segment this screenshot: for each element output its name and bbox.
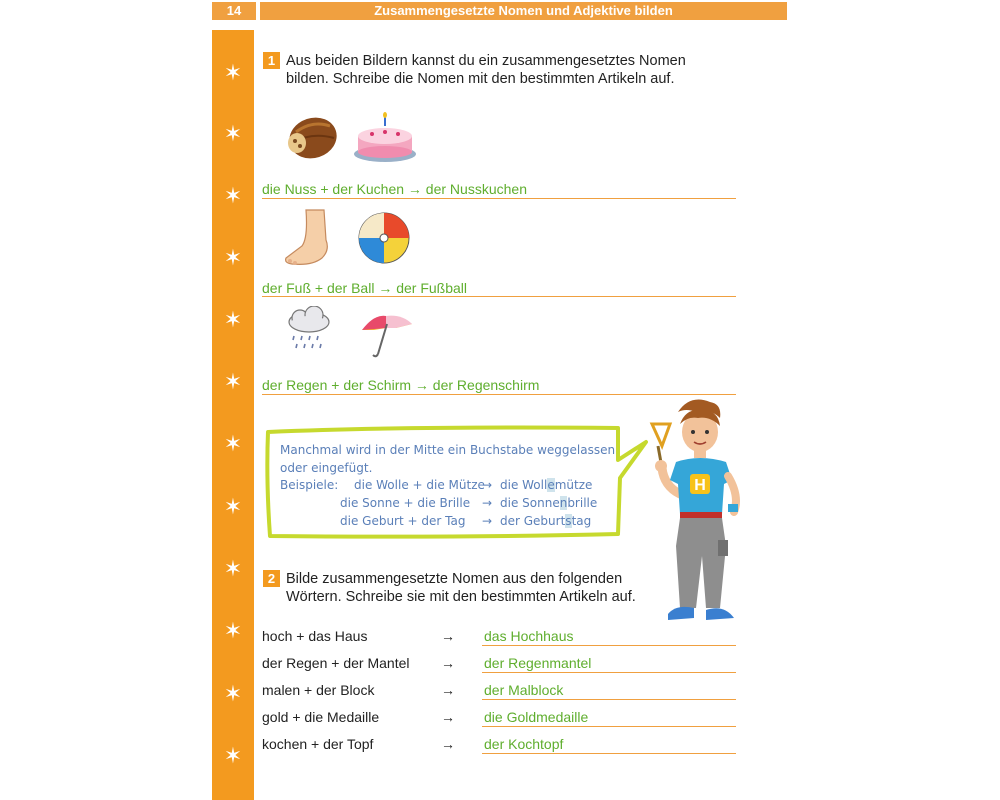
example1-right: die Wollemütze — [500, 478, 593, 492]
star-icon: ✶ — [223, 308, 243, 333]
task1-answer-1: die Nuss + der Kuchen → der Nusskuchen — [262, 181, 527, 197]
highlight-letter: n — [559, 496, 568, 510]
exercise-row-left: hoch + das Haus — [262, 628, 368, 644]
task-number-1: 1 — [263, 52, 280, 69]
arrow-icon: → — [441, 709, 455, 725]
page-number: 14 — [212, 2, 256, 20]
exercise-row-left: malen + der Block — [262, 682, 375, 698]
exercise-row-answer: die Goldmedaille — [484, 709, 589, 725]
star-icon: ✶ — [223, 370, 243, 395]
exercise-row-answer: der Regenmantel — [484, 655, 592, 671]
page-title: Zusammengesetzte Nomen und Adjektive bilden — [260, 2, 787, 20]
answer-line — [482, 672, 736, 673]
answer-line — [482, 753, 736, 754]
example3-right: der Geburtstag — [500, 514, 592, 528]
foot-icon — [282, 208, 338, 268]
exercise-row-answer: das Hochhaus — [484, 628, 574, 644]
cake-icon — [352, 112, 418, 164]
arrow-icon: → — [441, 628, 455, 644]
shirt-letter: H — [694, 477, 706, 494]
arrow-icon: → — [482, 496, 493, 510]
exercise-row-left: kochen + der Topf — [262, 736, 374, 752]
example2-right: die Sonnenbrille — [500, 496, 598, 510]
example1-left: die Wolle + die Mütze — [354, 478, 485, 492]
exercise-row-answer: der Kochtopf — [484, 736, 564, 752]
ball-icon — [356, 210, 412, 266]
mascot-boy-illustration — [640, 396, 760, 632]
star-icon: ✶ — [223, 682, 243, 707]
star-icon: ✶ — [223, 122, 243, 147]
example3-left: die Geburt + der Tag — [340, 514, 466, 528]
examples-label: Beispiele: — [280, 478, 339, 492]
star-icon: ✶ — [223, 495, 243, 520]
arrow-icon: → — [441, 682, 455, 698]
star-icon: ✶ — [223, 619, 243, 644]
exercise-row-left: gold + die Medaille — [262, 709, 380, 725]
star-icon: ✶ — [223, 557, 243, 582]
highlight-letter: e — [547, 478, 555, 492]
speech-bubble — [260, 420, 650, 542]
answer-line — [482, 645, 736, 646]
task1-answer-2: der Fuß + der Ball → der Fußball — [262, 280, 468, 296]
answer-line — [482, 699, 736, 700]
rain-cloud-icon — [284, 306, 334, 356]
speech-line2: oder eingefügt. — [280, 461, 373, 475]
exercise-row-left: der Regen + der Mantel — [262, 655, 410, 671]
task1-answer-3: der Regen + der Schirm → der Regenschirm — [262, 377, 540, 393]
example2-left: die Sonne + die Brille — [340, 496, 471, 510]
star-icon: ✶ — [223, 246, 243, 271]
answer-line — [262, 296, 736, 297]
task-number-2: 2 — [263, 570, 280, 587]
arrow-icon: → — [441, 736, 455, 752]
arrow-icon: → — [482, 478, 493, 492]
task2-instruction-line1: Bilde zusammengesetzte Nomen aus den folgenden — [286, 571, 623, 587]
star-icon: ✶ — [223, 744, 243, 769]
answer-line — [262, 394, 736, 395]
star-icon: ✶ — [223, 432, 243, 457]
star-icon: ✶ — [223, 61, 243, 86]
answer-line — [482, 726, 736, 727]
speech-line1: Manchmal wird in der Mitte ein Buchstabe weggelassen — [280, 443, 616, 457]
arrow-icon: → — [482, 514, 493, 528]
nut-icon — [282, 112, 340, 162]
highlight-letter: s — [565, 514, 572, 528]
task1-instruction-line1: Aus beiden Bildern kannst du ein zusammengesetztes Nomen — [286, 53, 686, 69]
arrow-icon: → — [441, 655, 455, 671]
exercise-row-answer: der Malblock — [484, 682, 564, 698]
star-icon: ✶ — [223, 184, 243, 209]
task2-instruction-line2: Wörtern. Schreibe sie mit den bestimmten Artikeln auf. — [286, 589, 636, 605]
answer-line — [262, 198, 736, 199]
umbrella-icon — [356, 310, 416, 360]
task1-instruction-line2: bilden. Schreibe die Nomen mit den bestimmten Artikeln auf. — [286, 71, 675, 87]
